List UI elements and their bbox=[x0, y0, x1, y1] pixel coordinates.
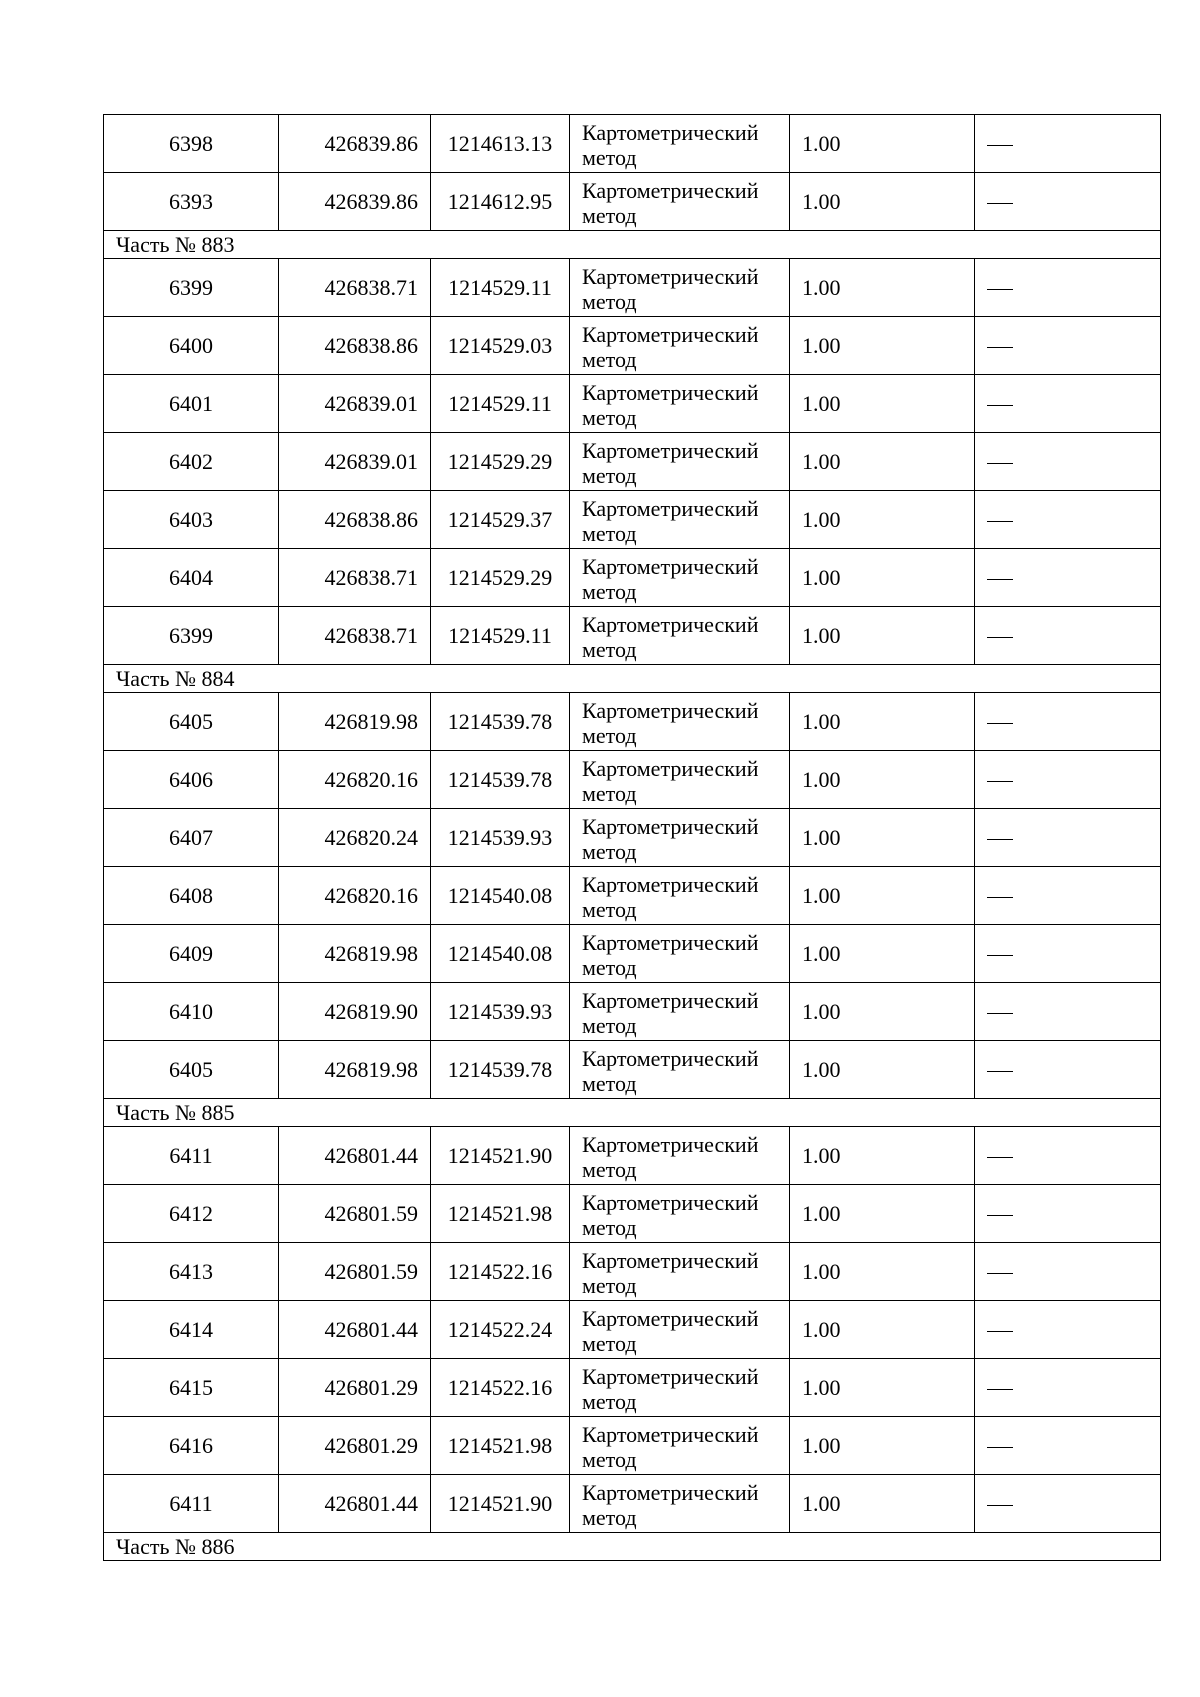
accuracy-cell: 1.00 bbox=[790, 983, 975, 1041]
coordinate-y: 1214522.24 bbox=[431, 1301, 570, 1359]
coordinates-table bbox=[103, 114, 1161, 1561]
coordinate-x: 426820.16 bbox=[279, 867, 431, 925]
coordinate-x: 426820.16 bbox=[279, 751, 431, 809]
method-cell: Картометрический метод bbox=[570, 259, 790, 317]
coordinate-y: 1214529.11 bbox=[431, 607, 570, 665]
method-cell: Картометрический метод bbox=[570, 1127, 790, 1185]
coordinate-x: 426801.44 bbox=[279, 1475, 431, 1533]
method-cell: Картометрический метод bbox=[570, 983, 790, 1041]
part-header-row bbox=[104, 665, 1161, 693]
coordinate-y: 1214539.93 bbox=[431, 983, 570, 1041]
description-cell bbox=[975, 433, 1161, 491]
accuracy-cell: 1.00 bbox=[790, 259, 975, 317]
table-row bbox=[104, 491, 1161, 549]
table-row bbox=[104, 693, 1161, 751]
method-cell: Картометрический метод bbox=[570, 433, 790, 491]
coordinate-y: 1214529.03 bbox=[431, 317, 570, 375]
coordinate-x: 426838.71 bbox=[279, 549, 431, 607]
table-row bbox=[104, 115, 1161, 173]
part-label: Часть № 886 bbox=[104, 1533, 1161, 1561]
method-cell: Картометрический метод bbox=[570, 1041, 790, 1099]
coordinate-y: 1214522.16 bbox=[431, 1243, 570, 1301]
accuracy-cell: 1.00 bbox=[790, 433, 975, 491]
coordinate-y: 1214612.95 bbox=[431, 173, 570, 231]
point-number: 6409 bbox=[104, 925, 279, 983]
coordinate-x: 426819.90 bbox=[279, 983, 431, 1041]
accuracy-cell: 1.00 bbox=[790, 375, 975, 433]
table-row bbox=[104, 983, 1161, 1041]
coordinate-x: 426819.98 bbox=[279, 925, 431, 983]
accuracy-cell: 1.00 bbox=[790, 1185, 975, 1243]
coordinate-y: 1214529.11 bbox=[431, 375, 570, 433]
method-cell: Картометрический метод bbox=[570, 115, 790, 173]
dash-mark bbox=[987, 897, 1013, 898]
description-cell bbox=[975, 925, 1161, 983]
description-cell bbox=[975, 1243, 1161, 1301]
point-number: 6403 bbox=[104, 491, 279, 549]
point-number: 6399 bbox=[104, 259, 279, 317]
coordinate-y: 1214540.08 bbox=[431, 925, 570, 983]
accuracy-cell: 1.00 bbox=[790, 751, 975, 809]
point-number: 6410 bbox=[104, 983, 279, 1041]
coordinate-x: 426838.86 bbox=[279, 317, 431, 375]
point-number: 6412 bbox=[104, 1185, 279, 1243]
point-number: 6411 bbox=[104, 1127, 279, 1185]
table-row bbox=[104, 1301, 1161, 1359]
dash-mark bbox=[987, 521, 1013, 522]
description-cell bbox=[975, 693, 1161, 751]
table-row bbox=[104, 1417, 1161, 1475]
accuracy-cell: 1.00 bbox=[790, 549, 975, 607]
coordinate-x: 426801.29 bbox=[279, 1359, 431, 1417]
accuracy-cell: 1.00 bbox=[790, 693, 975, 751]
coordinate-y: 1214521.90 bbox=[431, 1127, 570, 1185]
point-number: 6411 bbox=[104, 1475, 279, 1533]
method-cell: Картометрический метод bbox=[570, 1301, 790, 1359]
point-number: 6398 bbox=[104, 115, 279, 173]
coordinate-x: 426819.98 bbox=[279, 693, 431, 751]
method-cell: Картометрический метод bbox=[570, 1475, 790, 1533]
accuracy-cell: 1.00 bbox=[790, 1301, 975, 1359]
point-number: 6405 bbox=[104, 1041, 279, 1099]
point-number: 6404 bbox=[104, 549, 279, 607]
coordinate-y: 1214529.29 bbox=[431, 433, 570, 491]
table-row bbox=[104, 1185, 1161, 1243]
point-number: 6393 bbox=[104, 173, 279, 231]
coordinate-y: 1214613.13 bbox=[431, 115, 570, 173]
description-cell bbox=[975, 549, 1161, 607]
dash-mark bbox=[987, 1273, 1013, 1274]
description-cell bbox=[975, 1127, 1161, 1185]
coordinate-x: 426839.86 bbox=[279, 173, 431, 231]
table-row bbox=[104, 259, 1161, 317]
coordinate-x: 426801.44 bbox=[279, 1127, 431, 1185]
table-row bbox=[104, 1127, 1161, 1185]
accuracy-cell: 1.00 bbox=[790, 867, 975, 925]
table-row bbox=[104, 607, 1161, 665]
dash-mark bbox=[987, 1071, 1013, 1072]
accuracy-cell: 1.00 bbox=[790, 607, 975, 665]
description-cell bbox=[975, 1417, 1161, 1475]
accuracy-cell: 1.00 bbox=[790, 1041, 975, 1099]
dash-mark bbox=[987, 1215, 1013, 1216]
description-cell bbox=[975, 1041, 1161, 1099]
part-label: Часть № 885 bbox=[104, 1099, 1161, 1127]
table-row bbox=[104, 375, 1161, 433]
point-number: 6400 bbox=[104, 317, 279, 375]
dash-mark bbox=[987, 637, 1013, 638]
table-row bbox=[104, 1359, 1161, 1417]
method-cell: Картометрический метод bbox=[570, 925, 790, 983]
description-cell bbox=[975, 1185, 1161, 1243]
method-cell: Картометрический метод bbox=[570, 549, 790, 607]
point-number: 6402 bbox=[104, 433, 279, 491]
dash-mark bbox=[987, 1331, 1013, 1332]
coordinate-y: 1214539.78 bbox=[431, 1041, 570, 1099]
accuracy-cell: 1.00 bbox=[790, 1417, 975, 1475]
description-cell bbox=[975, 1475, 1161, 1533]
dash-mark bbox=[987, 839, 1013, 840]
coordinate-x: 426801.29 bbox=[279, 1417, 431, 1475]
method-cell: Картометрический метод bbox=[570, 1417, 790, 1475]
description-cell bbox=[975, 375, 1161, 433]
table-row bbox=[104, 751, 1161, 809]
accuracy-cell: 1.00 bbox=[790, 925, 975, 983]
description-cell bbox=[975, 809, 1161, 867]
coordinate-y: 1214521.90 bbox=[431, 1475, 570, 1533]
method-cell: Картометрический метод bbox=[570, 1185, 790, 1243]
dash-mark bbox=[987, 347, 1013, 348]
coordinate-y: 1214521.98 bbox=[431, 1185, 570, 1243]
dash-mark bbox=[987, 579, 1013, 580]
description-cell bbox=[975, 751, 1161, 809]
dash-mark bbox=[987, 723, 1013, 724]
method-cell: Картометрический метод bbox=[570, 607, 790, 665]
method-cell: Картометрический метод bbox=[570, 375, 790, 433]
dash-mark bbox=[987, 1157, 1013, 1158]
coordinate-x: 426801.44 bbox=[279, 1301, 431, 1359]
coordinate-x: 426838.71 bbox=[279, 607, 431, 665]
point-number: 6414 bbox=[104, 1301, 279, 1359]
accuracy-cell: 1.00 bbox=[790, 491, 975, 549]
accuracy-cell: 1.00 bbox=[790, 809, 975, 867]
method-cell: Картометрический метод bbox=[570, 809, 790, 867]
table-row bbox=[104, 1475, 1161, 1533]
coordinate-y: 1214539.78 bbox=[431, 693, 570, 751]
coordinate-x: 426801.59 bbox=[279, 1185, 431, 1243]
table-row bbox=[104, 1243, 1161, 1301]
coordinate-y: 1214539.93 bbox=[431, 809, 570, 867]
coordinate-y: 1214521.98 bbox=[431, 1417, 570, 1475]
part-header-row bbox=[104, 231, 1161, 259]
table-body bbox=[104, 115, 1161, 1561]
point-number: 6399 bbox=[104, 607, 279, 665]
description-cell bbox=[975, 317, 1161, 375]
method-cell: Картометрический метод bbox=[570, 693, 790, 751]
dash-mark bbox=[987, 781, 1013, 782]
coordinate-y: 1214529.29 bbox=[431, 549, 570, 607]
coordinate-x: 426839.01 bbox=[279, 433, 431, 491]
method-cell: Картометрический метод bbox=[570, 751, 790, 809]
dash-mark bbox=[987, 405, 1013, 406]
point-number: 6406 bbox=[104, 751, 279, 809]
coordinate-x: 426801.59 bbox=[279, 1243, 431, 1301]
table-row bbox=[104, 867, 1161, 925]
point-number: 6408 bbox=[104, 867, 279, 925]
description-cell bbox=[975, 867, 1161, 925]
coordinate-y: 1214540.08 bbox=[431, 867, 570, 925]
method-cell: Картометрический метод bbox=[570, 867, 790, 925]
dash-mark bbox=[987, 1389, 1013, 1390]
method-cell: Картометрический метод bbox=[570, 173, 790, 231]
point-number: 6407 bbox=[104, 809, 279, 867]
part-header-row bbox=[104, 1533, 1161, 1561]
accuracy-cell: 1.00 bbox=[790, 1127, 975, 1185]
coordinate-y: 1214539.78 bbox=[431, 751, 570, 809]
coordinate-x: 426838.71 bbox=[279, 259, 431, 317]
dash-mark bbox=[987, 289, 1013, 290]
description-cell bbox=[975, 173, 1161, 231]
coordinate-x: 426820.24 bbox=[279, 809, 431, 867]
method-cell: Картометрический метод bbox=[570, 1243, 790, 1301]
coordinate-x: 426838.86 bbox=[279, 491, 431, 549]
coordinate-y: 1214529.11 bbox=[431, 259, 570, 317]
accuracy-cell: 1.00 bbox=[790, 1475, 975, 1533]
dash-mark bbox=[987, 1505, 1013, 1506]
description-cell bbox=[975, 1359, 1161, 1417]
coordinate-x: 426839.86 bbox=[279, 115, 431, 173]
dash-mark bbox=[987, 955, 1013, 956]
method-cell: Картометрический метод bbox=[570, 1359, 790, 1417]
accuracy-cell: 1.00 bbox=[790, 317, 975, 375]
description-cell bbox=[975, 491, 1161, 549]
table-row bbox=[104, 549, 1161, 607]
description-cell bbox=[975, 983, 1161, 1041]
table-row bbox=[104, 925, 1161, 983]
part-label: Часть № 884 bbox=[104, 665, 1161, 693]
table-row bbox=[104, 1041, 1161, 1099]
accuracy-cell: 1.00 bbox=[790, 1243, 975, 1301]
description-cell bbox=[975, 115, 1161, 173]
accuracy-cell: 1.00 bbox=[790, 173, 975, 231]
point-number: 6415 bbox=[104, 1359, 279, 1417]
dash-mark bbox=[987, 203, 1013, 204]
coordinate-x: 426839.01 bbox=[279, 375, 431, 433]
dash-mark bbox=[987, 1013, 1013, 1014]
coordinate-x: 426819.98 bbox=[279, 1041, 431, 1099]
method-cell: Картометрический метод bbox=[570, 317, 790, 375]
part-header-row bbox=[104, 1099, 1161, 1127]
table-row bbox=[104, 809, 1161, 867]
point-number: 6405 bbox=[104, 693, 279, 751]
part-label: Часть № 883 bbox=[104, 231, 1161, 259]
point-number: 6416 bbox=[104, 1417, 279, 1475]
accuracy-cell: 1.00 bbox=[790, 115, 975, 173]
description-cell bbox=[975, 607, 1161, 665]
description-cell bbox=[975, 1301, 1161, 1359]
table-row bbox=[104, 317, 1161, 375]
table-row bbox=[104, 433, 1161, 491]
dash-mark bbox=[987, 145, 1013, 146]
method-cell: Картометрический метод bbox=[570, 491, 790, 549]
dash-mark bbox=[987, 463, 1013, 464]
coordinate-y: 1214529.37 bbox=[431, 491, 570, 549]
table-row bbox=[104, 173, 1161, 231]
coordinate-y: 1214522.16 bbox=[431, 1359, 570, 1417]
point-number: 6401 bbox=[104, 375, 279, 433]
point-number: 6413 bbox=[104, 1243, 279, 1301]
dash-mark bbox=[987, 1447, 1013, 1448]
accuracy-cell: 1.00 bbox=[790, 1359, 975, 1417]
description-cell bbox=[975, 259, 1161, 317]
